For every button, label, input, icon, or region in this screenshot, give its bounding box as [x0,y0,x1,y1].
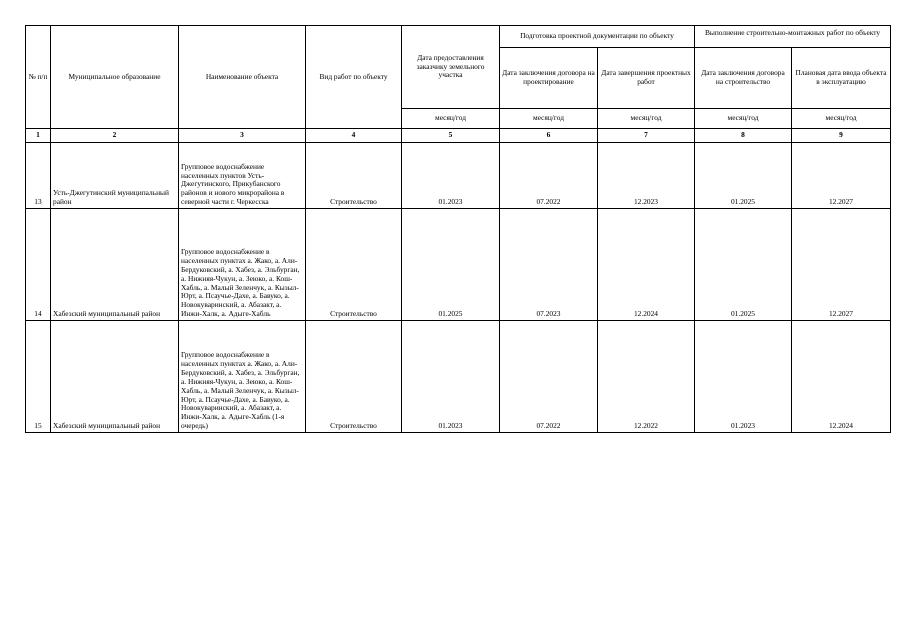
column-number: 4 [306,129,402,143]
commission-cell: 12.2024 [792,321,891,433]
land-date-cell: 01.2025 [402,209,500,321]
column-number: 5 [402,129,500,143]
investment-objects-table [25,25,891,433]
work-type-cell: Строительство [306,209,402,321]
column-number: 3 [179,129,306,143]
municipality-cell: Хабезский муниципальный район [51,209,179,321]
row-number: 13 [26,143,51,209]
object-name-cell: Групповое водоснабжение населенных пунктов Усть-Джегутинского, Прикубанского районов и нового микрорайона в северной части г. Черкесска [179,143,306,209]
header-design-contract-date: Дата заключения договора на проектирование [500,48,598,109]
column-number: 8 [695,129,792,143]
header-design-end-date: Дата завершения проектных работ [598,48,695,109]
column-number: 2 [51,129,179,143]
build-contract-cell: 01.2025 [695,209,792,321]
unit-label: месяц/год [500,109,598,129]
work-type-cell: Строительство [306,321,402,433]
column-number: 7 [598,129,695,143]
unit-label: месяц/год [598,109,695,129]
work-type-cell: Строительство [306,143,402,209]
table-row [26,321,891,433]
unit-label: месяц/год [792,109,891,129]
land-date-cell: 01.2023 [402,321,500,433]
unit-label: месяц/год [695,109,792,129]
table-row [26,143,891,209]
header-object-name: Наименование объекта [179,26,306,129]
municipality-cell: Хабезский муниципальный район [51,321,179,433]
header-municipality: Муниципальное образование [51,26,179,129]
object-name-cell: Групповое водоснабжение в населенных пунктах а. Жако, а. Али-Бердуковский, а. Хабез, а. Эльбурган, а. Нижняя-Чукун, а. Зеюко, а. Кош-Хабль, а. Малый Зеленчук, а. Кызыл-Юрт, а. Псаучье-Дахе, а. Бавуко, а. Новокуваринский, а. Абазакт, а. Инжи-Халк, а. Адыге-Хабль [179,209,306,321]
municipality-cell: Усть-Джегутинский муниципальный район [51,143,179,209]
header-work-type: Вид работ по объекту [306,26,402,129]
unit-label: месяц/год [402,109,500,129]
header-group-build: Выполнение строительно-монтажных работ по объекту [695,26,891,48]
column-number: 6 [500,129,598,143]
header-build-contract-date: Дата заключения договора на строительство [695,48,792,109]
build-contract-cell: 01.2023 [695,321,792,433]
design-contract-cell: 07.2023 [500,209,598,321]
header-land-date: Дата предоставления заказчику земельного участка [402,26,500,109]
design-end-cell: 12.2022 [598,321,695,433]
column-number: 9 [792,129,891,143]
object-name-cell: Групповое водоснабжение в населенных пунктах а. Жако, а. Али-Бердуковский, а. Хабез, а. Эльбурган, а. Нижняя-Чукун, а. Зеюко, а. Кош-Хабль, а. Малый Зеленчук, а. Кызыл-Юрт, а. Псаучье-Дахе, а. Бавуко, а. Новокуваринский, а. Абазакт, а. Инжи-Халк, а. Адыге-Хабль (1-я очередь) [179,321,306,433]
design-end-cell: 12.2024 [598,209,695,321]
design-contract-cell: 07.2022 [500,321,598,433]
design-contract-cell: 07.2022 [500,143,598,209]
commission-cell: 12.2027 [792,209,891,321]
row-number: 14 [26,209,51,321]
table-row [26,209,891,321]
header-commission-date: Плановая дата ввода объекта в эксплуатацию [792,48,891,109]
build-contract-cell: 01.2025 [695,143,792,209]
design-end-cell: 12.2023 [598,143,695,209]
header-group-design: Подготовка проектной документации по объекту [500,26,695,48]
land-date-cell: 01.2023 [402,143,500,209]
row-number: 15 [26,321,51,433]
header-number: № п/п [26,26,51,129]
commission-cell: 12.2027 [792,143,891,209]
column-number: 1 [26,129,51,143]
